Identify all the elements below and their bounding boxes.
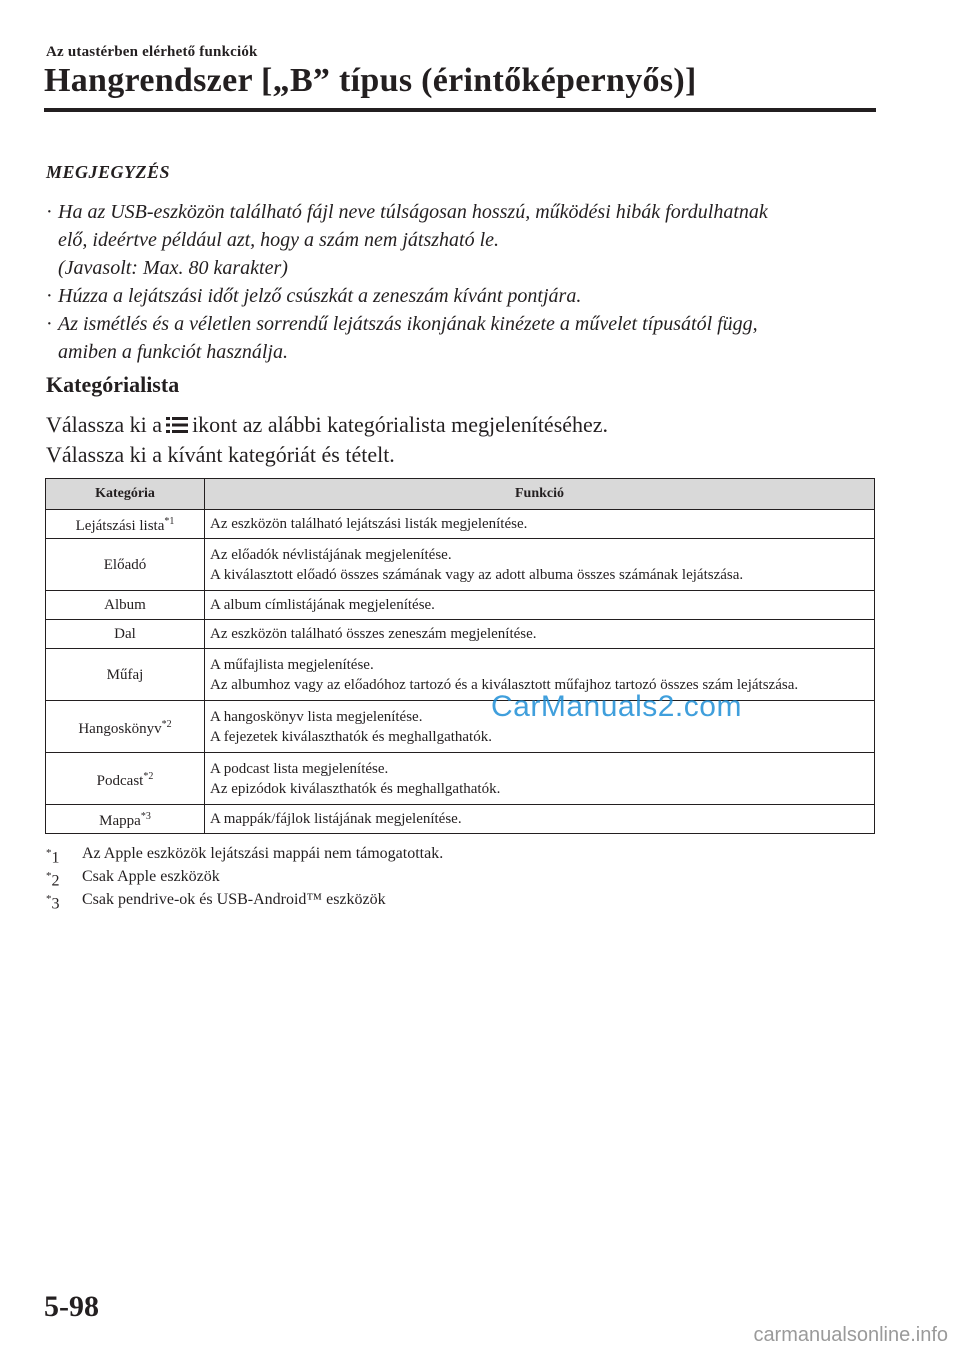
bullet-icon: · [46, 201, 53, 223]
section-label: Az utastérben elérhető funkciók [46, 44, 258, 60]
footnote-text: Az Apple eszközök lejátszási mappái nem támogatottak. [82, 845, 444, 862]
instruction-line-2: Válassza ki a kívánt kategóriát és tételt. [46, 442, 395, 467]
bullet-icon: · [46, 313, 53, 335]
table-row [46, 649, 875, 701]
note-line: Ha az USB-eszközön található fájl neve túlságosan hosszú, működési hibák fordulhatnak [58, 201, 768, 223]
page-title: Hangrendszer [„B” típus (érintőképernyős)] [44, 62, 697, 99]
category-cell: Hangoskönyv$^{*2}$ [46, 701, 205, 753]
note-heading: MEGJEGYZÉS [46, 162, 171, 182]
footnote [46, 888, 443, 911]
function-cell: A mappák/fájlok listájának megjelenítése. [205, 805, 875, 834]
footnote [46, 842, 443, 865]
footnote-mark: *3 [46, 893, 60, 913]
footnote-mark: *1 [46, 847, 60, 867]
category-cell: Műfaj [46, 649, 205, 701]
note-item [46, 282, 876, 310]
instruction-line-1 [46, 410, 876, 440]
table-row [46, 805, 875, 834]
category-cell: Album [46, 591, 205, 620]
footnote-text: Csak pendrive-ok és USB-Android™ eszközök [82, 891, 386, 908]
table-row [46, 510, 875, 539]
function-cell: Az eszközön található összes zeneszám megjelenítése. [205, 620, 875, 649]
note-item [46, 198, 876, 282]
function-cell: A podcast lista megjelenítése. Az epizódok kiválaszthatók és meghallgathatók. [205, 753, 875, 805]
table-row [46, 591, 875, 620]
category-cell: Mappa$^{*3}$ [46, 805, 205, 834]
table-row [46, 620, 875, 649]
footnote-mark: *2 [46, 870, 60, 890]
note-line: (Javasolt: Max. 80 karakter) [58, 257, 288, 279]
note-line: elő, ideértve például azt, hogy a szám nem játszható le. [58, 229, 500, 251]
note-line: Húzza a lejátszási időt jelző csúszkát a zeneszám kívánt pontjára. [58, 285, 582, 307]
footer-site-watermark[interactable]: carmanualsonline.info [753, 1324, 948, 1346]
function-cell: Az előadók névlistájának megjelenítése. A kiválasztott előadó összes számának vagy az adott albuma összes számának lejátszása. [205, 539, 875, 591]
category-cell: Podcast$^{*2}$ [46, 753, 205, 805]
column-header-category: Kategória [46, 479, 205, 510]
instructions [46, 410, 876, 470]
page-number: 5-98 [44, 1290, 99, 1323]
note-block [46, 158, 876, 366]
function-cell: A album címlistájának megjelenítése. [205, 591, 875, 620]
category-cell: Dal [46, 620, 205, 649]
footnote-text: Csak Apple eszközök [82, 868, 220, 885]
watermark: CarManuals2.com [491, 690, 742, 723]
note-line: Az ismétlés és a véletlen sorrendű lejátszás ikonjának kinézete a művelet típusától függ, [58, 313, 758, 335]
function-cell: A műfajlista megjelenítése. Az albumhoz vagy az előadóhoz tartozó és a kiválasztott műfajhoz tartozó összes szám lejátszása. [205, 649, 875, 701]
column-header-function: Funkció [205, 479, 875, 510]
instruction-text: ikont az alábbi kategórialista megjelenítéséhez. [192, 412, 609, 437]
category-table [45, 478, 875, 834]
footnotes [46, 842, 443, 911]
category-cell: Előadó [46, 539, 205, 591]
table-row [46, 753, 875, 805]
footnote [46, 865, 443, 888]
table-header-row [46, 479, 875, 510]
category-cell: Lejátszási lista$^{*1}$ [46, 510, 205, 539]
title-rule [44, 108, 876, 112]
note-item [46, 310, 876, 366]
list-menu-icon [166, 416, 188, 434]
function-cell: Az eszközön található lejátszási listák megjelenítése. [205, 510, 875, 539]
section-heading: Kategórialista [46, 372, 180, 397]
function-cell: A hangoskönyv lista megjelenítése. A fejezetek kiválaszthatók és meghallgathatók. [205, 701, 875, 753]
instruction-text: Válassza ki a [46, 412, 163, 437]
table-row [46, 701, 875, 753]
table-row [46, 539, 875, 591]
note-line: amiben a funkciót használja. [58, 341, 288, 363]
bullet-icon: · [46, 285, 53, 307]
